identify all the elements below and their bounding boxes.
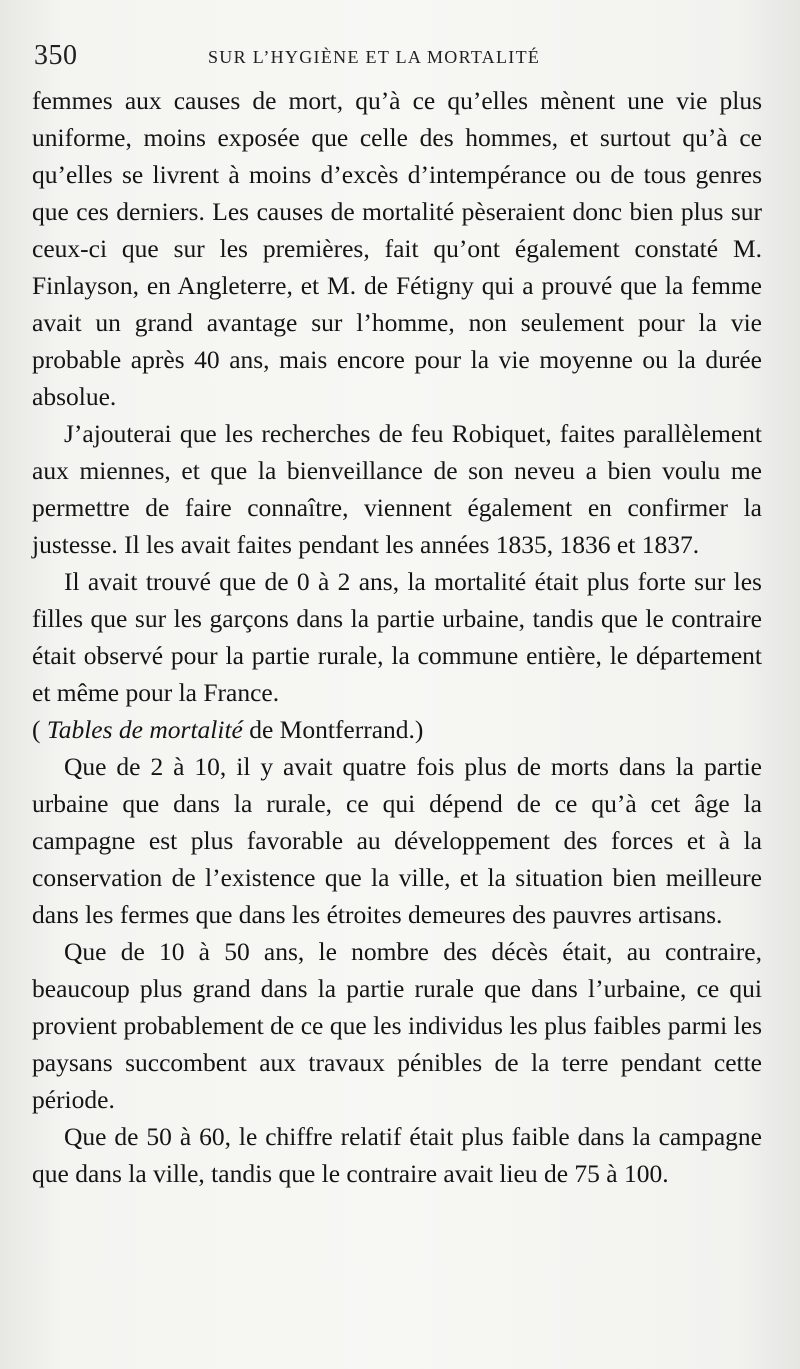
paragraph-6: Que de 50 à 60, le chiffre relatif était plus faible dans la campagne que dans la ville, tandis que le contraire avait lieu de 75 à 100. [32, 1122, 762, 1188]
citation-line [32, 711, 762, 748]
page-header [34, 40, 766, 82]
paragraph-4: Que de 2 à 10, il y avait quatre fois plus de morts dans la partie urbaine que dans la rurale, ce qui dépend de ce qu’à cet âge la campagne est plus favorable au développement des forces et à la conservation de l’existence que la ville, et la situation bien meilleure dans les fermes que dans les étroites demeures des pauvres artisans. [32, 752, 762, 929]
paragraph-5: Que de 10 à 50 ans, le nombre des décès était, au contraire, beaucoup plus grand dans la partie rurale que dans l’urbaine, ce qui provient probablement de ce que les individus les plus faibles parmi les paysans succombent aux travaux pénibles de la terre pendant cette période. [32, 937, 762, 1114]
paragraph-2: J’ajouterai que les recherches de feu Robiquet, faites parallèlement aux miennes, et que la bienveillance de son neveu a bien voulu me permettre de faire connaître, viennent également en confirmer la justesse. Il les avait faites pendant les années 1835, 1836 et 1837. [32, 419, 762, 559]
citation-rest: de Montferrand.) [242, 715, 424, 744]
citation-title: Tables de mortalité [46, 715, 243, 744]
page-number: 350 [34, 40, 78, 71]
bleed-through-text [580, 1195, 585, 1218]
body-text [32, 82, 762, 1192]
citation-open: ( [32, 715, 47, 744]
paragraph-3: Il avait trouvé que de 0 à 2 ans, la mortalité était plus forte sur les filles que sur les garçons dans la partie urbaine, tandis que le contraire était observé pour la partie rurale, la commune entière, le département et même pour la France. [32, 567, 762, 707]
paragraph-1: femmes aux causes de mort, qu’à ce qu’elles mènent une vie plus uniforme, moins exposée que celle des hommes, et surtout qu’à ce qu’elles se livrent à moins d’excès d’intempérance ou de tous genres que ces derniers. Les causes de mortalité pèseraient donc bien plus sur ceux-ci que sur les premières, fait qu’ont également constaté M. Finlayson, en Angleterre, et M. de Fétigny qui a prouvé que la femme avait un grand avantage sur l’homme, non seulement pour la vie probable après 40 ans, mais encore pour la vie moyenne ou la durée absolue. [32, 86, 762, 411]
running-head: SUR L’HYGIÈNE ET LA MORTALITÉ [208, 47, 541, 67]
